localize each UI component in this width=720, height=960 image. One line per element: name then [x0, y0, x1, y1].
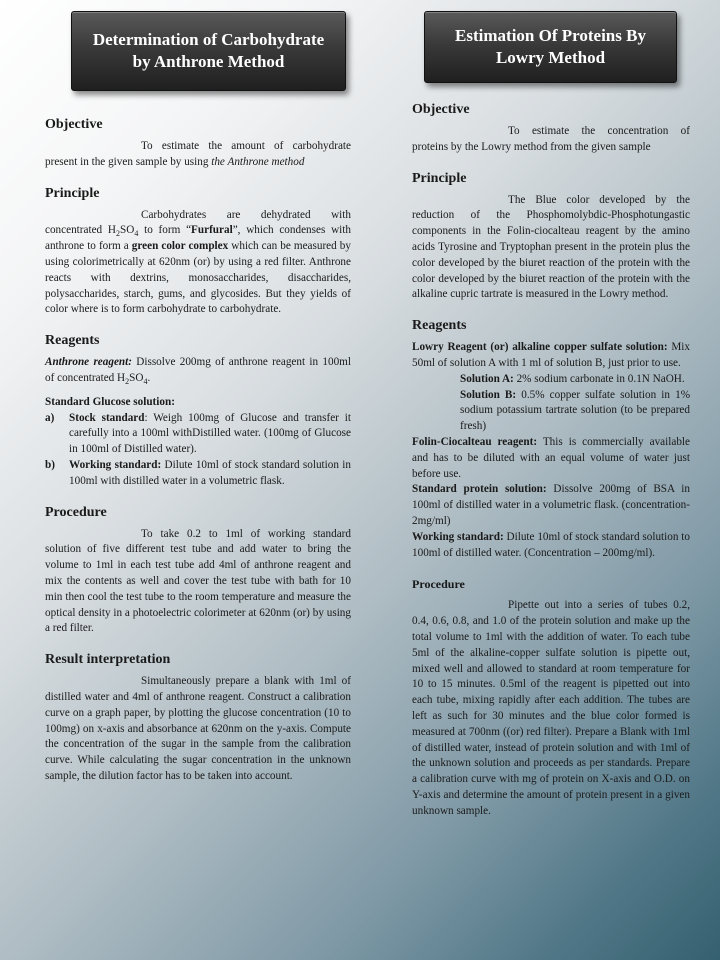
- anthrone-result-section: [45, 651, 351, 785]
- lowry-principle-section: [412, 170, 690, 304]
- lowry-procedure-section: [412, 575, 690, 819]
- section-heading: Objective: [412, 102, 470, 117]
- result-text: Simultaneously prepare a blank with 1ml of distilled water and 4ml of anthrone reagent. Construct a calibration curve on a graph paper, by plotting the glucose concentration (10 to 100mg) on x-axis and absorbance at 620nm on the y-axis. Compute the concentration of the sugar in the sample from the calibration curve. While calculating the sugar concentration in the unknown sample, the dilution factor has to be taken into account.: [45, 675, 351, 782]
- glucose-list: [45, 411, 351, 490]
- anthrone-reagent-text: Anthrone reagent: Dissolve 200mg of anthrone reagent in 100ml of concentrated $H_2SO_4$.: [45, 356, 351, 387]
- lowry-column: [412, 101, 690, 833]
- section-heading: Procedure: [412, 577, 465, 592]
- anthrone-reagents-section: [45, 332, 351, 489]
- principle-text: The Blue color developed by the reduction of the Phosphomolybdic-Phosphotungastic components in the Folin-ciocalteau reagent by the amino acids Tyrosine and Tryptophan present in the protein plus the color developed by the biuret reaction of the protein with the color developed by the biuret reaction of the protein with the alkaline cupric tartrate is measured in the Lowry method.: [412, 193, 690, 301]
- section-heading: Result interpretation: [45, 652, 171, 668]
- principle-text: Carbohydrates are dehydrated with concentrated $H_2SO_4$ to form “Furfural”, which condenses with anthrone to form a green color complex which can be measured by using colorimetrically at 620nm (or) by using a red filter. Anthrone reacts with dextrins, monosaccharides, disaccharides, polysaccharides, starch, gums, and glycosides. But they yields of color where is to form carbohydrate to carbohydrate.: [45, 208, 351, 316]
- section-heading: Reagents: [412, 318, 467, 334]
- anthrone-principle-section: [45, 185, 351, 319]
- glucose-heading: Standard Glucose solution:: [45, 395, 175, 408]
- section-heading: Principle: [412, 170, 467, 186]
- solution-a-text: Solution A: 2% sodium carbonate in 0.1N NaOH.: [460, 372, 685, 385]
- objective-text: To estimate the concentration of proteins by the Lowry method from the given sample: [412, 125, 690, 153]
- anthrone-column: [45, 116, 351, 799]
- objective-text: To estimate the amount of carbohydrate present in the given sample by using the Anthrone method: [45, 140, 351, 168]
- folin-reagent-text: Folin-Ciocalteau reagent: This is commercially available and has to be diluted with an equal volume of water just before use.: [412, 435, 690, 480]
- standard-protein-text: Standard protein solution: Dissolve 200mg of BSA in 100ml of distilled water in a volumetric flask. (concentration-2mg/ml): [412, 483, 690, 527]
- lowry-reagents-section: [412, 317, 690, 561]
- section-heading: Principle: [45, 185, 100, 201]
- lowry-reagent-text: Lowry Reagent (or) alkaline copper sulfate solution: Mix 50ml of solution A with 1 ml of solution B, just prior to use.: [412, 341, 690, 369]
- list-item: b) Working standard: Dilute 10ml of stock standard solution in 100ml with distilled water in a volumetric flask.: [45, 458, 351, 487]
- section-heading: Objective: [45, 117, 103, 132]
- anthrone-title-box: [71, 11, 346, 91]
- list-item: a) Stock standard: Weigh 100mg of Glucose and transfer it carefully into a 100ml withDistilled water. (100mg of Glucose in 100ml of Distilled water).: [45, 411, 351, 456]
- lowry-objective-section: [412, 101, 690, 156]
- lowry-title: Estimation Of Proteins By Lowry Method: [455, 26, 646, 67]
- section-heading: Reagents: [45, 333, 100, 349]
- lowry-title-box: [424, 11, 677, 83]
- solution-b-text: Solution B: 0.5% copper sulfate solution in 1% sodium potassium tartrate solution (to be prepared fresh): [460, 388, 691, 433]
- anthrone-objective-section: [45, 116, 351, 171]
- section-heading: Procedure: [45, 504, 107, 520]
- anthrone-procedure-section: [45, 504, 351, 638]
- procedure-text: To take 0.2 to 1ml of working standard solution of five different test tube and add water to bring the volume to 1ml in each test tube add 4ml of anthrone reagent and mix the contents as well and cover the test tube with bath for 10 min then cool the test tube to the room temperature and measure the optical density in a photoelectric colorimeter at 620nm (or) by using a red filter.: [45, 527, 351, 635]
- working-standard-text: Working standard: Dilute 10ml of stock standard solution to 100ml of distilled water. (Concentration – 200mg/ml).: [412, 530, 690, 559]
- procedure-text: Pipette out into a series of tubes 0.2, 0.4, 0.6, 0.8, and 1.0 of the protein solution and make up the total volume to 1ml with the addition of water. To each tube 5ml of the alkaline-copper sulfate solution is pipette out, mixed well and allowed to standard at room temperature for 10 to 15 minutes. 0.5ml of the reagent is pipetted out into each tube, mixing rapidly after each addition. The tubes are left as such for 30 minutes and the blue color formed is measured at 700nm ((or) red filter). Prepare a Blank with 1ml of distilled water, instead of protein solution and with 1ml of the unknown solution and proceeds as per standards. Prepare a calibration curve with mg of protein on X-axis and O.D. on Y-axis and determine the amount of protein present in a given unknown sample.: [412, 599, 690, 817]
- anthrone-title: Determination of Carbohydrate by Anthrone Method: [92, 30, 325, 71]
